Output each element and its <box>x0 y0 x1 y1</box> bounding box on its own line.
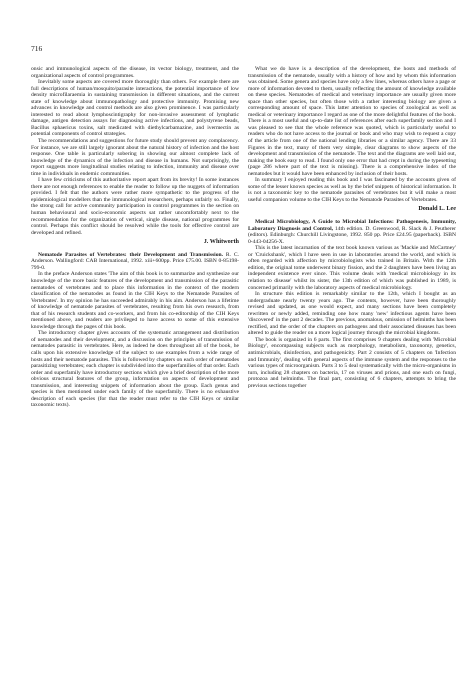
review-citation: R. C. Anderson. Wallingford: CAB International, 1992. xiii+600pp. Price £75.00. ISBN 0-85198-799-0. <box>31 251 239 271</box>
body-paragraph: In the preface Anderson states 'The aim of this book is to summarize and synthesize our knowledge of the more basic features of the development and transmission of the parasitic nematodes of vertebrates and to place this information in the context of the modern classification of the nematodes as found in the CIH Keys to the Nematode Parasites of Vertebrates'. In my opinion he has succeeded admirably in his aim. Anderson has a lifetime of knowledge of nematode parasites of vertebrates, resulting from his own research, from that of his research students and co-workers, and from his co-editorship of the CIH Keys mentioned above, and readers are privileged to have access to some of this extensive knowledge through the pages of this book. <box>31 271 239 330</box>
body-paragraph: What we do have is a description of the development, the hosts and methods of transmission of the nematode, usually with a history of how and by whom this information was obtained. Some genera and species have only a few lines, whereas others have a page or more of information devoted to them, usually reflecting the amount of knowledge available on these species. Nematodes of medical and veterinary importance are usually given more space than other species, but often those with a rather interesting biology are given a corresponding amount of space. This latter attention to species of zoological as well as medical or veterinary importance I regard as one of the more delightful features of the book. There is a most useful and up-to-date list of references after each superfamily section and I was pleased to see that the whole reference was quoted, which is particularly useful to readers who do not have access to the journal or book and who may wish to request a copy of the article from one of the national lending libraries or a similar agency. There are 33 Figures in the text, many of them very simple, clear diagrams to show aspects of the development and transmission of the nematode. The text and the diagrams are well laid out, making the book easy to read. I found only one error that had crept in during the typesetting (page 286 where part of the text is missing). There is a comprehensive index of the nematodes but it would have been enhanced by inclusion of their hosts. <box>248 66 456 177</box>
body-paragraph: The introductory chapter gives accounts of the systematic arrangement and distribution of nematodes and their development, and a discussion on the principles of transmission of nematodes parasitic in vertebrates. Here, as indeed he does throughout all of the book, he calls upon his extensive knowledge of the subject to use examples from a wide range of hosts and their nematode parasites. This is followed by chapters on each order of nematodes parasitizing vertebrates; each chapter is subdivided into the superfamilies of that order. Each order and superfamily have introductory sections which give a brief description of the more obvious structural features of the group, information on aspects of development and transmission, and interesting snippets of information about the group. Each genus and species is then mentioned under each family of the superfamily. There is no exhaustive description of each species (for that the reader must refer to the CIH Keys or similar taxonomic texts). <box>31 330 239 409</box>
body-paragraph: In summary I enjoyed reading this book and I was fascinated by the accounts given of some of the lesser known species as well as by the brief snippets of historical information. It is not a taxonomic key to the nematode parasites of vertebrates but it will make a most useful companion volume to the CIH Keys to the Nematode Parasites of Vertebrates. <box>248 177 456 203</box>
body-paragraph: In structure this edition is remarkably similar to the 12th, which I bought as an undergraduate nearly twenty years ago. The contents, however, have been thoroughly revised and updated, as one would expect, and many sections have been completely rewritten or newly added, reminding one how many 'new' infectious agents have been 'discovered' in the past 2 decades. The previous, anomalous, omission of helminths has been rectified, and the order of the chapters on pathogens and their associated diseases has been altered to guide the reader on a more logical journey through the microbial kingdoms. <box>248 291 456 337</box>
review-heading <box>31 252 239 272</box>
body-paragraph: The recommendations and suggestions for future study should prevent any complacency. For instance, we are still largely ignorant about the natural history of infection and the host response. One table is particularly sobering in showing our almost complete lack of knowledge of the dynamics of the infection and disease in humans. Not surprisingly, the report suggests more longitudinal studies relating to infection, immunity and disease over time in individuals in endemic communities. <box>31 138 239 177</box>
review-citation: 14th edition. D. Greenwood, R. Slack & J. Peutherer (editors). Edinburgh: Churchill Livingstone, 1992. 850 pp. Price £24.95 (paperback). ISBN 0-443-04256-X. <box>248 225 456 245</box>
body-paragraph: I have few criticisms of this authoritative report apart from its brevity! In some instances there are not enough references to enable the reader to follow up the nuggets of information provided. I felt that the authors were rather more sympathetic to the progress of the epidemiological modellers than the immunological researchers, perhaps unfairly so. Finally, the strong call for active community participation in control programmes in the section on human behavioural and socio-economic aspects sat rather uncomfortably next to the recommendation for the organization of vertical, single disease, national programmes for control. Perhaps this conflict should be resolved while the tools for effective control are developed and refined. <box>31 177 239 236</box>
review-heading <box>248 219 456 245</box>
page-number: 716 <box>31 44 43 53</box>
review-title: Nematode Parasites of Vertebrates: their Development and Transmission. <box>38 251 224 258</box>
review-title: Medical Microbiology, A Guide to Microbial Infections: Pathogenesis, Immunity, Laboratory Diagnosis and Control, <box>248 219 456 232</box>
body-paragraph: Inevitably some aspects are covered more thoroughly than others. For example there are full descriptions of human/mosquito/parasite interactions, the potential importance of low density microfilaraemia in sustaining transmission in different situations, and the current state of knowledge about immunopathology and protective immunity. Promising new advances in knowledge and control methods are also given prominence. I was particularly interested to read about lymphoscintigraphy for non-invasive assessment of lymphatic damage, antigen detection assays for diagnosing active infections, and polystyrene beads, Bacillus sphaericus toxins, salt medicated with diethylcarbamazine, and ivermectin as potential components of control strategies. <box>31 79 239 138</box>
body-paragraph: This is the latest incarnation of the text book known various as 'Mackie and McCartney' or 'Cruickshank', which I have seen in use in laboratories around the world, and which is often regarded with affection by microbiologists who trained in Britain. With the 12th edition, the original tome underwent binary fission, and the 2 daughters have been living an independent existence ever since. This volume deals with 'medical microbiology in its relation to disease' whilst its sister, the 13th edition of which was published in 1989, is concerned primarily with the laboratory aspects of medical microbiology. <box>248 245 456 291</box>
body-paragraph: onsic and immunological aspects of the disease, its vector biology, treatment, and the organizational aspects of control programmes. <box>31 66 239 79</box>
right-column <box>248 66 456 389</box>
left-column <box>31 66 239 409</box>
reviewer-signature: J. Whitworth <box>203 238 239 246</box>
body-paragraph: The book is organized in 6 parts. The first comprises 9 chapters dealing with 'Microbial Biology', encompassing subjects such as morphology, metabolism, taxonomy, genetics, antimicrobials, disinfection, and pathogenicity. Part 2 consists of 5 chapters on 'Infection and Immunity', dealing with general aspects of the immune system and the responses to the various types of microorganism. Parts 3 to 5 deal systematically with the micro-organisms in turn, including 28 chapters on bacteria, 17 on viruses and prions, and one each on fungi, protozoa and helminths. The final part, consisting of 6 chapters, attempts to bring the previous sections together <box>248 336 456 389</box>
reviewer-signature: Donald L. Lee <box>418 205 456 213</box>
